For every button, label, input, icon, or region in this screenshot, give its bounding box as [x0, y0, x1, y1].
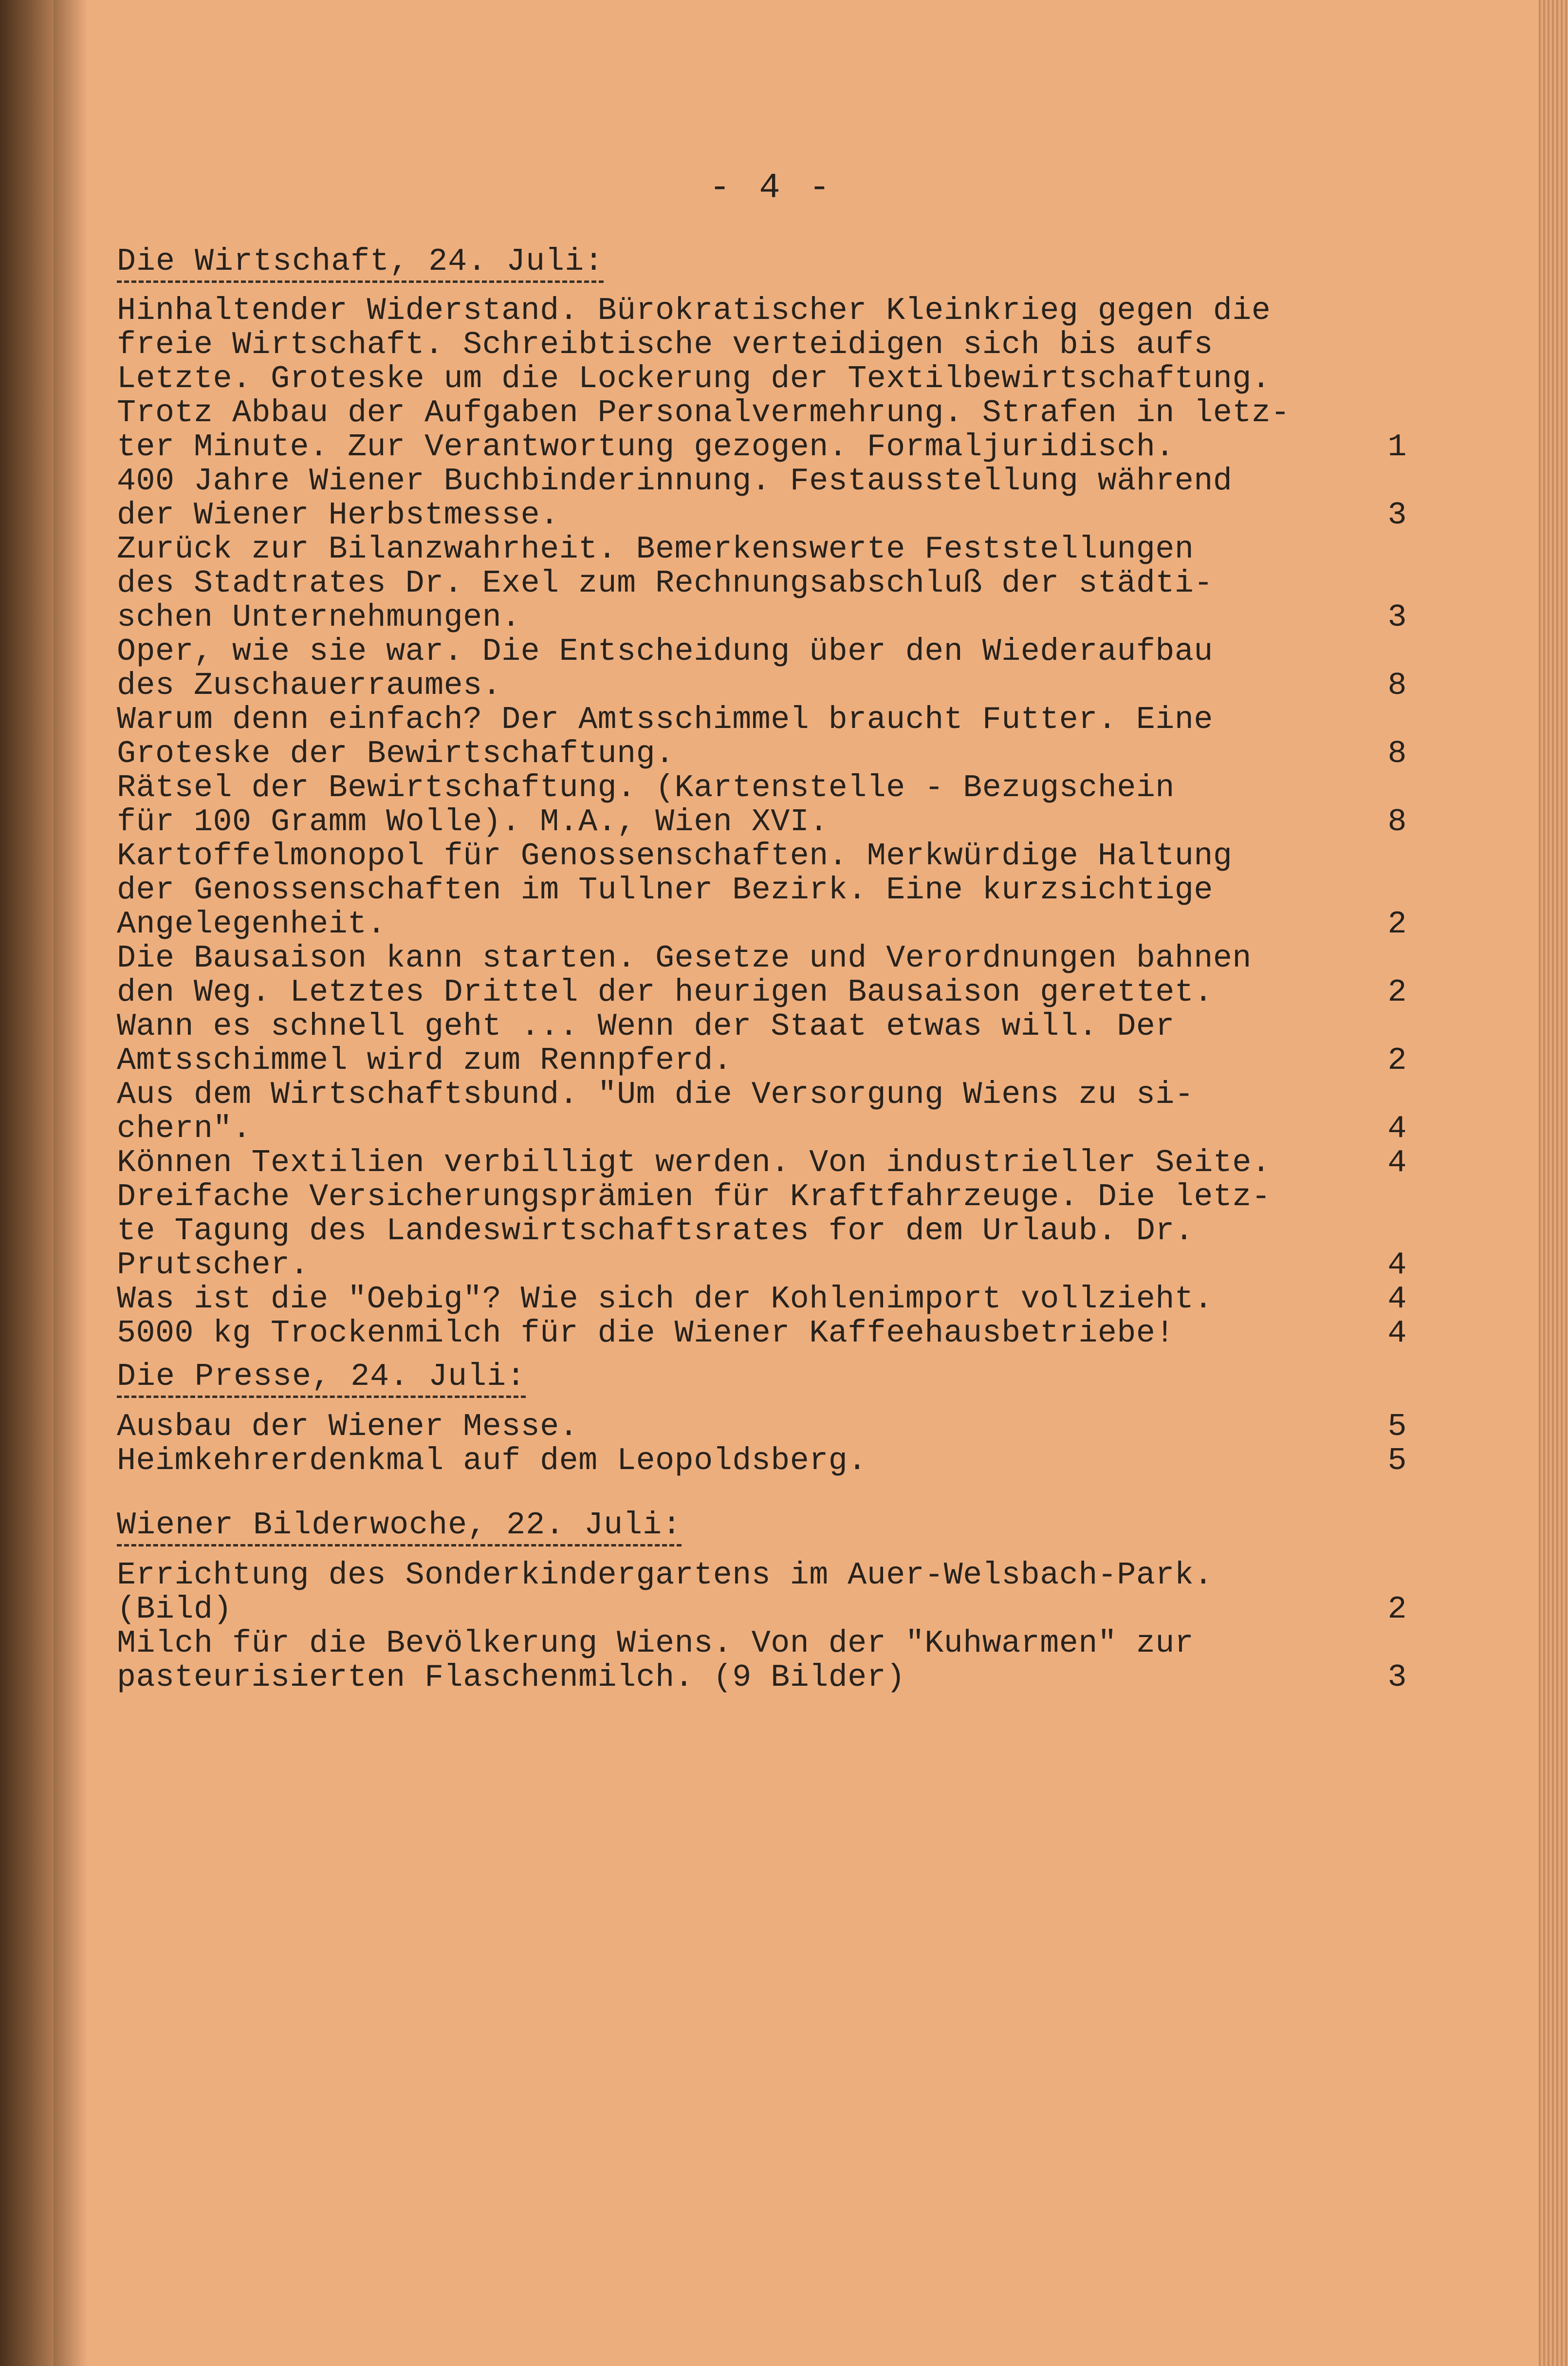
gutter-shadow — [54, 0, 88, 2366]
document-page — [54, 0, 1568, 2366]
list-item: 5000 kg Trockenmilch für die Wiener Kaffeehausbetriebe! 4 — [117, 1315, 1407, 1351]
section-title: Wiener Bilderwoche, 22. Juli: — [117, 1507, 682, 1546]
list-item: Aus dem Wirtschaftsbund. "Um die Versorgung Wiens zu si- — [117, 1077, 1194, 1113]
list-item: Wann es schnell geht ... Wenn der Staat etwas will. Der — [117, 1008, 1175, 1044]
list-item: pasteurisierten Flaschenmilch. (9 Bilder) 3 — [117, 1659, 1407, 1695]
list-item: (Bild) 2 — [117, 1591, 1407, 1627]
list-item: Heimkehrerdenkmal auf dem Leopoldsberg. 5 — [117, 1443, 1407, 1479]
list-item: te Tagung des Landeswirtschaftsrates for dem Urlaub. Dr. — [117, 1213, 1194, 1249]
list-item: Warum denn einfach? Der Amtsschimmel braucht Futter. Eine — [117, 702, 1213, 738]
list-item: 400 Jahre Wiener Buchbinderinnung. Festausstellung während — [117, 463, 1233, 499]
list-item: des Stadtrates Dr. Exel zum Rechnungsabschluß der städti- — [117, 565, 1213, 601]
list-item: Amtsschimmel wird zum Rennpferd. 2 — [117, 1043, 1407, 1079]
list-item: Was ist die "Oebig"? Wie sich der Kohlenimport vollzieht. 4 — [117, 1281, 1407, 1317]
list-item: Milch für die Bevölkerung Wiens. Von der "Kuhwarmen" zur — [117, 1625, 1194, 1661]
list-item: Oper, wie sie war. Die Entscheidung über den Wiederaufbau — [117, 633, 1213, 670]
list-item: Die Bausaison kann starten. Gesetze und Verordnungen bahnen — [117, 940, 1252, 976]
list-item: Kartoffelmonopol für Genossenschaften. Merkwürdige Haltung — [117, 838, 1233, 874]
list-item: Errichtung des Sonderkindergartens im Auer-Welsbach-Park. — [117, 1557, 1213, 1593]
list-item: Zurück zur Bilanzwahrheit. Bemerkenswerte Feststellungen — [117, 531, 1194, 567]
list-item: Groteske der Bewirtschaftung. 8 — [117, 736, 1407, 772]
list-item: der Wiener Herbstmesse. 3 — [117, 497, 1407, 533]
list-item: des Zuschauerraumes. 8 — [117, 668, 1407, 704]
section-title: Die Wirtschaft, 24. Juli: — [117, 243, 604, 283]
page-stack-edge — [1539, 0, 1568, 2366]
list-item: ter Minute. Zur Verantwortung gezogen. Formaljuridisch. 1 — [117, 429, 1407, 465]
list-item: chern". 4 — [117, 1111, 1407, 1147]
list-item: schen Unternehmungen. 3 — [117, 599, 1407, 635]
list-item: freie Wirtschaft. Schreibtische verteidigen sich bis aufs — [117, 327, 1213, 363]
list-item: Hinhaltender Widerstand. Bürokratischer Kleinkrieg gegen die — [117, 293, 1271, 329]
list-item: Trotz Abbau der Aufgaben Personalvermehrung. Strafen in letz- — [117, 395, 1290, 431]
list-item: Dreifache Versicherungsprämien für Kraftfahrzeuge. Die letz- — [117, 1179, 1271, 1215]
list-item: Rätsel der Bewirtschaftung. (Kartenstelle - Bezugschein — [117, 770, 1175, 806]
section-title: Die Presse, 24. Juli: — [117, 1359, 526, 1398]
list-item: Angelegenheit. 2 — [117, 906, 1407, 942]
page-number: - 4 - — [709, 168, 834, 208]
list-item: der Genossenschaften im Tullner Bezirk. Eine kurzsichtige — [117, 872, 1213, 908]
list-item: Ausbau der Wiener Messe. 5 — [117, 1409, 1407, 1445]
list-item: Letzte. Groteske um die Lockerung der Textilbewirtschaftung. — [117, 361, 1271, 397]
list-item: Prutscher. 4 — [117, 1247, 1407, 1283]
book-binding — [0, 0, 54, 2366]
list-item: Können Textilien verbilligt werden. Von industrieller Seite. 4 — [117, 1145, 1407, 1181]
list-item: den Weg. Letztes Drittel der heurigen Bausaison gerettet. 2 — [117, 974, 1407, 1010]
list-item: für 100 Gramm Wolle). M.A., Wien XVI. 8 — [117, 804, 1407, 840]
